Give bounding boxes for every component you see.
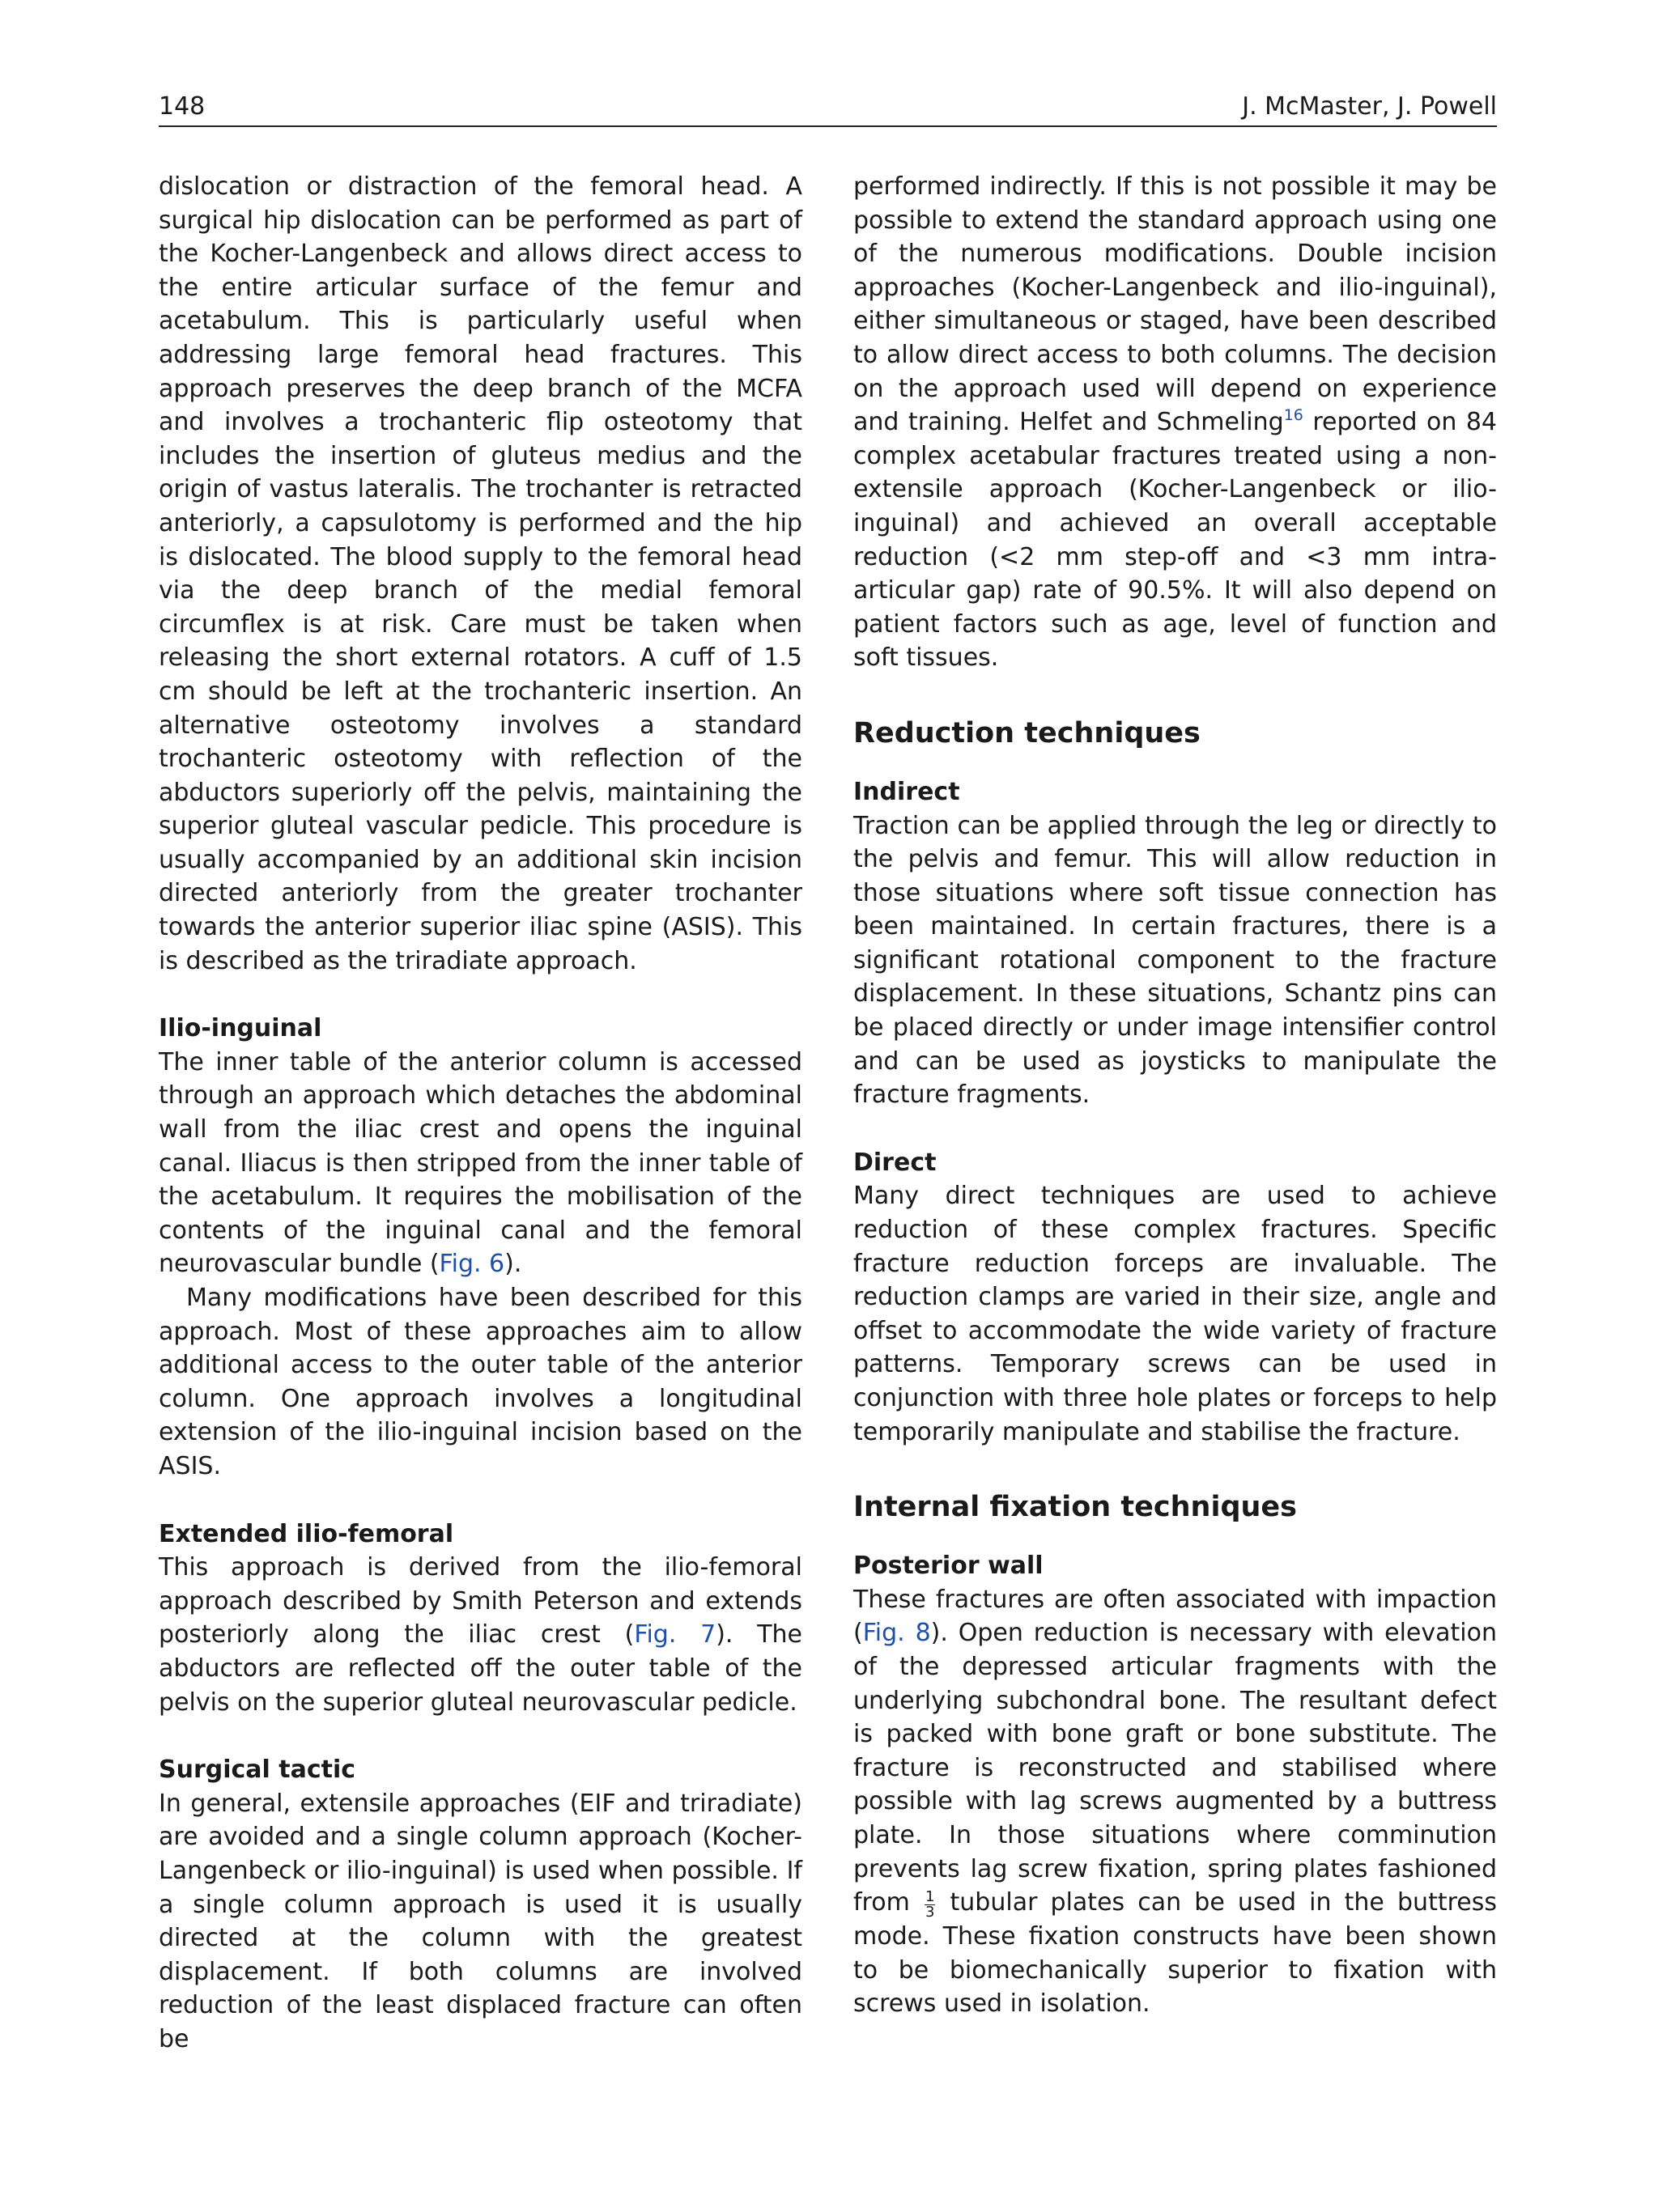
section-heading-internal-fixation: Internal fixation techniques [853, 1491, 1297, 1524]
heading-direct: Direct [853, 1148, 937, 1177]
heading-ilio-inguinal: Ilio-inguinal [159, 1014, 322, 1043]
left-column [159, 170, 802, 2056]
section-heading-reduction-techniques: Reduction techniques [853, 716, 1201, 749]
paragraph-indirect: Traction can be applied through the leg or directly to the pelvis and femur. This will allow reduction in those situations where soft tissue connection has been maintained. In certain fractures, there is a significant rotational component to the fracture displacement. In these situations, Schantz pins can be placed directly or under image intensifier control and can be used as joysticks to manipulate the fracture fragments. [853, 811, 1497, 1110]
paragraph-double-incision: performed indirectly. If this is not possible it may be possible to extend the standard approach using one of the numerous modifications. Double incision approaches (Kocher-Langenbeck and ilio-inguinal), either simultaneous or staged, have been described to allow direct access to both columns. The decision on the approach used will depend on experience and training. Helfet and Schmeling$^{16}$ reported on 84 complex acetabular fractures treated using a non-extensile approach (Kocher-Langenbeck or ilio-inguinal) and achieved an overall acceptable reduction (<2 mm step-off and <3 mm intra-articular gap) rate of 90.5%. It will also depend on patient factors such as age, level of function and soft tissues. [853, 172, 1498, 673]
figure-link-fig7[interactable]: Fig. 7 [634, 1620, 716, 1649]
heading-surgical-tactic: Surgical tactic [159, 1756, 356, 1785]
right-column [853, 170, 1497, 2021]
paragraph-ilio-inguinal: The inner table of the anterior column is accessed through an approach which detaches the abdominal wall from the iliac crest and opens the inguinal canal. Iliacus is then stripped from the inner table of the acetabulum. It requires the mobilisation of the contents of the inguinal canal and the femoral neurovascular bundle (Fig. 6). [159, 1047, 802, 1279]
heading-posterior-wall: Posterior wall [853, 1552, 1044, 1581]
reference-link-16[interactable]: 16 [1283, 406, 1303, 425]
page-number: 148 [159, 92, 206, 121]
figure-link-fig8[interactable]: Fig. 8 [862, 1619, 931, 1648]
paragraph-modifications: Many modifications have been described for this approach. Most of these approaches aim to allow additional access to the outer table of the anterior column. One approach involves a longitudinal extension of the ilio-inguinal incision based on the ASIS. [159, 1284, 802, 1480]
paragraph-extended-ilio-femoral: This approach is derived from the ilio-femoral approach described by Smith Peterson and extends posteriorly along the iliac crest (Fig. 7). The abductors are reflected off the outer table of the pelvis on the superior gluteal neurovascular pedicle. [159, 1553, 802, 1717]
paragraph-posterior-wall: These fractures are often associated with impaction (Fig. 8). Open reduction is necessary with elevation of the depressed articular fragments with the underlying subchondral bone. The resultant defect is packed with bone graft or bone substitute. The fracture is reconstructed and stabilised where possible with lag screws augmented by a buttress plate. In those situations where comminution prevents lag screw fixation, spring plates fashioned from $\frac{1}{3}$ tubular plates can be used in the buttress mode. These fixation constructs have been shown to be biomechanically superior to fixation with screws used in isolation. [853, 1585, 1497, 2019]
running-head-authors: J. McMaster, J. Powell [1242, 92, 1497, 121]
heading-indirect: Indirect [853, 777, 960, 806]
paragraph-direct: Many direct techniques are used to achieve reduction of these complex fractures. Specific fracture reduction forceps are invaluable. The reduction clamps are varied in their size, angle and offset to accommodate the wide variety of fracture patterns. Temporary screws can be used in conjunction with three hole plates or forceps to help temporarily manipulate and stabilise the fracture. [853, 1182, 1497, 1446]
running-head [159, 91, 1497, 127]
fraction-one-third: $\frac{1}{3}$ [925, 1888, 935, 1921]
heading-extended-ilio-femoral: Extended ilio-femoral [159, 1519, 454, 1548]
paragraph-surgical-dislocation: dislocation or distraction of the femoral head. A surgical hip dislocation can be performed as part of the Kocher-Langenbeck and allows direct access to the entire articular surface of the femur and acetabulum. This is particularly useful when addressing large femoral head fractures. This approach preserves the deep branch of the MCFA and involves a trochanteric flip osteotomy that includes the insertion of gluteus medius and the origin of vastus lateralis. The trochanter is retracted anteriorly, a capsulotomy is performed and the hip is dislocated. The blood supply to the femoral head via the deep branch of the medial femoral circumflex is at risk. Care must be taken when releasing the short external rotators. A cuff of 1.5 cm should be left at the trochanteric insertion. An alternative osteotomy involves a standard trochanteric osteotomy with reflection of the abductors superiorly off the pelvis, maintaining the superior gluteal vascular pedicle. This procedure is usually accompanied by an additional skin incision directed anteriorly from the greater trochanter towards the anterior superior iliac spine (ASIS). This is described as the triradiate approach. [159, 172, 802, 975]
figure-link-fig6[interactable]: Fig. 6 [439, 1250, 505, 1279]
paragraph-surgical-tactic: In general, extensile approaches (EIF and triradiate) are avoided and a single column approach (Kocher-Langenbeck or ilio-inguinal) is used when possible. If a single column approach is used it is usually directed at the column with the greatest displacement. If both columns are involved reduction of the least displaced fracture can often be [159, 1789, 802, 2053]
